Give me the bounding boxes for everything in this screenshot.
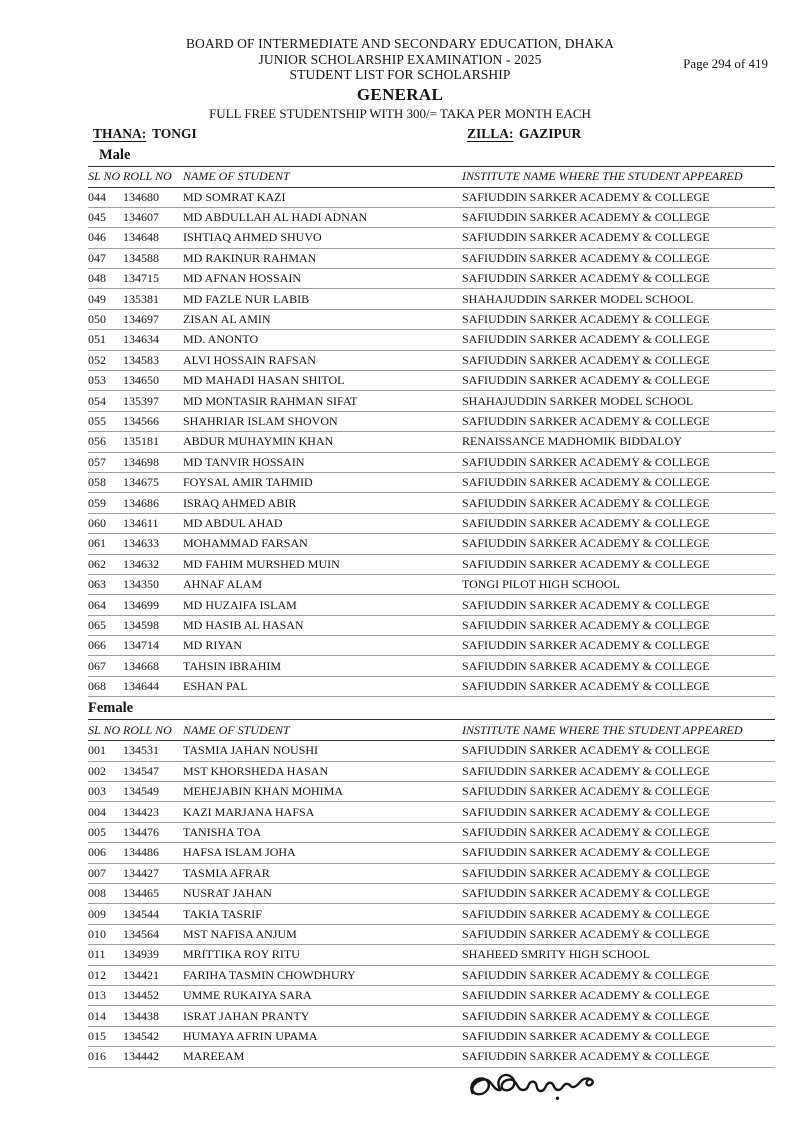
thana-label: THANA: [93,125,147,141]
table-row [88,741,775,761]
cell-student-name: ISHTIAQ AHMED SHUVO [183,230,322,245]
cell-student-name: MD FAHIM MURSHED MUIN [183,556,340,571]
cell-student-name: HUMAYA AFRIN UPAMA [183,1028,318,1043]
cell-institute-name: SAFIUDDIN SARKER ACADEMY & COLLEGE [462,763,710,778]
cell-sl-no: 002 [88,763,106,778]
cell-roll-no: 134442 [123,1049,159,1064]
cell-sl-no: 010 [88,926,106,941]
cell-student-name: SHAHRIAR ISLAM SHOVON [183,413,338,428]
cell-sl-no: 062 [88,556,106,571]
cell-student-name: ESHAN PAL [183,679,248,694]
cell-roll-no: 134714 [123,638,159,653]
cell-institute-name: SAFIUDDIN SARKER ACADEMY & COLLEGE [462,495,710,510]
cell-roll-no: 134675 [123,475,159,490]
cell-institute-name: SAFIUDDIN SARKER ACADEMY & COLLEGE [462,454,710,469]
cell-roll-no: 134686 [123,495,159,510]
cell-institute-name: SAFIUDDIN SARKER ACADEMY & COLLEGE [462,1008,710,1023]
column-header-roll-no: ROLL NO [123,169,172,183]
cell-sl-no: 056 [88,434,106,449]
table-row [88,595,775,615]
cell-student-name: MEHEJABIN KHAN MOHIMA [183,784,343,799]
table-row [88,843,775,863]
table-row [88,823,775,843]
cell-student-name: MD SOMRAT KAZI [183,189,286,204]
female-table-rows [88,741,775,1067]
cell-roll-no: 134697 [123,312,159,327]
cell-roll-no: 134939 [123,947,159,962]
cell-institute-name: SAFIUDDIN SARKER ACADEMY & COLLEGE [462,865,710,880]
cell-roll-no: 134644 [123,679,159,694]
cell-student-name: AHNAF ALAM [183,577,263,592]
table-row [88,228,775,248]
table-row [88,802,775,822]
cell-institute-name: SAFIUDDIN SARKER ACADEMY & COLLEGE [462,988,710,1003]
table-row [88,904,775,924]
cell-institute-name: SAFIUDDIN SARKER ACADEMY & COLLEGE [462,617,710,632]
cell-sl-no: 053 [88,373,106,388]
table-row [88,925,775,945]
cell-sl-no: 048 [88,271,106,286]
cell-student-name: MD HUZAIFA ISLAM [183,597,297,612]
cell-student-name: MD MONTASIR RAHMAN SIFAT [183,393,358,408]
cell-sl-no: 068 [88,679,106,694]
cell-student-name: MD. ANONTO [183,332,259,347]
cell-roll-no: 134598 [123,617,159,632]
cell-sl-no: 007 [88,865,106,880]
cell-institute-name: SAFIUDDIN SARKER ACADEMY & COLLEGE [462,210,710,225]
cell-sl-no: 051 [88,332,106,347]
exam-title: JUNIOR SCHOLARSHIP EXAMINATION - 2025 [258,51,542,67]
column-header-roll-no: ROLL NO [123,722,172,737]
section-male [0,147,800,698]
cell-roll-no: 134421 [123,967,159,982]
cell-sl-no: 047 [88,250,106,265]
cell-roll-no: 134564 [123,926,159,941]
cell-sl-no: 003 [88,784,106,799]
cell-institute-name: SHAHAJUDDIN SARKER MODEL SCHOOL [462,291,694,306]
cell-student-name: MAREEAM [183,1049,245,1064]
cell-institute-name: SAFIUDDIN SARKER ACADEMY & COLLEGE [462,352,710,367]
table-row [88,864,775,884]
cell-roll-no: 134423 [123,804,159,819]
cell-sl-no: 061 [88,536,106,551]
table-row [88,208,775,228]
cell-sl-no: 014 [88,1008,106,1023]
cell-sl-no: 046 [88,230,106,245]
cell-student-name: NUSRAT JAHAN [183,886,272,901]
cell-student-name: MD MAHADI HASAN SHITOL [183,373,345,388]
table-row [88,310,775,330]
cell-roll-no: 135181 [123,434,159,449]
cell-student-name: TASMIA JAHAN NOUSHI [183,743,319,758]
cell-institute-name: SAFIUDDIN SARKER ACADEMY & COLLEGE [462,743,710,758]
cell-student-name: ALVI HOSSAIN RAFSAN [183,352,316,367]
cell-sl-no: 054 [88,393,106,408]
cell-roll-no: 134547 [123,763,159,778]
table-row [88,412,775,432]
cell-student-name: TAHSIN IBRAHIM [183,658,282,673]
table-row [88,493,775,513]
cell-institute-name: SAFIUDDIN SARKER ACADEMY & COLLEGE [462,250,710,265]
female-table [88,719,775,1067]
cell-student-name: FARIHA TASMIN CHOWDHURY [183,967,356,982]
page-number: Page 294 of 419 [683,56,768,71]
cell-student-name: MD TANVIR HOSSAIN [183,454,305,469]
cell-roll-no: 134634 [123,332,159,347]
male-table [88,166,775,698]
cell-sl-no: 009 [88,906,106,921]
cell-roll-no: 134438 [123,1008,159,1023]
cell-institute-name: SAFIUDDIN SARKER ACADEMY & COLLEGE [462,312,710,327]
cell-institute-name: SAFIUDDIN SARKER ACADEMY & COLLEGE [462,784,710,799]
cell-student-name: HAFSA ISLAM JOHA [183,845,296,860]
cell-student-name: MOHAMMAD FARSAN [183,536,308,551]
cell-roll-no: 134427 [123,865,159,880]
cell-student-name: MD ABDULLAH AL HADI ADNAN [183,210,368,225]
cell-student-name: MD AFNAN HOSSAIN [183,271,302,286]
cell-institute-name: SAFIUDDIN SARKER ACADEMY & COLLEGE [462,658,710,673]
cell-student-name: MST KHORSHEDA HASAN [183,763,329,778]
cell-institute-name: SHAHEED SMRITY HIGH SCHOOL [462,947,650,962]
table-row [88,656,775,676]
board-title: BOARD OF INTERMEDIATE AND SECONDARY EDUCATION, DHAKA [185,36,615,51]
category-title: GENERAL [356,84,444,104]
cell-student-name: FOYSAL AMIR TAHMID [183,475,313,490]
cell-sl-no: 013 [88,988,106,1003]
cell-roll-no: 134680 [123,189,159,204]
cell-sl-no: 006 [88,845,106,860]
table-row [88,289,775,309]
cell-institute-name: TONGI PILOT HIGH SCHOOL [462,577,620,592]
cell-institute-name: SHAHAJUDDIN SARKER MODEL SCHOOL [462,393,694,408]
cell-sl-no: 044 [88,189,106,204]
cell-institute-name: SAFIUDDIN SARKER ACADEMY & COLLEGE [462,230,710,245]
cell-sl-no: 004 [88,804,106,819]
table-row [88,453,775,473]
cell-student-name: ISRAQ AHMED ABIR [183,495,297,510]
table-row [88,575,775,595]
cell-institute-name: SAFIUDDIN SARKER ACADEMY & COLLEGE [462,373,710,388]
table-row [88,330,775,350]
cell-sl-no: 045 [88,210,106,225]
signature [458,1066,603,1114]
cell-roll-no: 134549 [123,784,159,799]
cell-roll-no: 134476 [123,825,159,840]
cell-student-name: MD RIYAN [183,638,243,653]
cell-institute-name: SAFIUDDIN SARKER ACADEMY & COLLEGE [462,886,710,901]
cell-roll-no: 134531 [123,743,159,758]
cell-roll-no: 134588 [123,250,159,265]
cell-institute-name: SAFIUDDIN SARKER ACADEMY & COLLEGE [462,332,710,347]
cell-student-name: MD FAZLE NUR LABIB [183,291,310,306]
stipend-subtitle: FULL FREE STUDENTSHIP WITH 300/= TAKA PER MONTH EACH [209,105,591,121]
cell-roll-no: 134699 [123,597,159,612]
cell-institute-name: SAFIUDDIN SARKER ACADEMY & COLLEGE [462,271,710,286]
column-header-sl-no: SL NO [88,722,121,737]
column-header-sl-no: SL NO [88,169,121,183]
cell-roll-no: 134542 [123,1028,159,1043]
table-row [88,986,775,1006]
region-info [0,126,800,144]
section-heading-male: Male [99,146,131,163]
cell-sl-no: 059 [88,495,106,510]
column-header-institute: INSTITUTE NAME WHERE THE STUDENT APPEARED [462,722,743,737]
cell-roll-no: 134350 [123,577,159,592]
table-header [88,719,775,741]
cell-roll-no: 134668 [123,658,159,673]
thana-value: TONGI [152,125,197,141]
table-row [88,1047,775,1067]
cell-sl-no: 050 [88,312,106,327]
table-row [88,514,775,534]
list-title: STUDENT LIST FOR SCHOLARSHIP [289,67,511,82]
cell-student-name: MST NAFISA ANJUM [183,926,297,941]
cell-sl-no: 012 [88,967,106,982]
cell-institute-name: SAFIUDDIN SARKER ACADEMY & COLLEGE [462,597,710,612]
cell-institute-name: RENAISSANCE MADHOMIK BIDDALOY [462,434,683,449]
cell-student-name: TASMIA AFRAR [183,865,270,880]
cell-sl-no: 049 [88,291,106,306]
cell-institute-name: SAFIUDDIN SARKER ACADEMY & COLLEGE [462,475,710,490]
cell-student-name: TANISHA TOA [183,825,262,840]
cell-student-name: MRITTIKA ROY RITU [183,947,300,962]
cell-roll-no: 134583 [123,352,159,367]
table-row [88,677,775,697]
zilla-label: ZILLA: [467,125,514,141]
cell-student-name: UMME RUKAIYA SARA [183,988,312,1003]
table-row [88,1027,775,1047]
cell-institute-name: SAFIUDDIN SARKER ACADEMY & COLLEGE [462,845,710,860]
zilla-value: GAZIPUR [519,125,582,141]
cell-institute-name: SAFIUDDIN SARKER ACADEMY & COLLEGE [462,825,710,840]
table-row [88,616,775,636]
column-header-institute: INSTITUTE NAME WHERE THE STUDENT APPEARED [462,169,743,183]
column-header-student-name: NAME OF STUDENT [183,722,290,737]
table-row [88,555,775,575]
cell-institute-name: SAFIUDDIN SARKER ACADEMY & COLLEGE [462,413,710,428]
table-row [88,782,775,802]
cell-sl-no: 011 [88,947,106,962]
table-row [88,884,775,904]
cell-sl-no: 015 [88,1028,106,1043]
cell-roll-no: 135381 [123,291,159,306]
cell-roll-no: 134465 [123,886,159,901]
cell-student-name: ZISAN AL AMIN [183,312,271,327]
document-header [0,36,800,121]
signature-icon [458,1066,603,1114]
cell-roll-no: 134607 [123,210,159,225]
cell-sl-no: 066 [88,638,106,653]
cell-sl-no: 001 [88,743,106,758]
cell-student-name: MD HASIB AL HASAN [183,617,304,632]
column-header-student-name: NAME OF STUDENT [183,169,290,183]
table-row [88,269,775,289]
cell-roll-no: 134566 [123,413,159,428]
cell-roll-no: 134648 [123,230,159,245]
table-row [88,249,775,269]
male-table-rows [88,188,775,698]
cell-sl-no: 063 [88,577,106,592]
cell-roll-no: 134632 [123,556,159,571]
cell-roll-no: 134650 [123,373,159,388]
cell-sl-no: 060 [88,515,106,530]
table-row [88,371,775,391]
table-row [88,762,775,782]
cell-student-name: ABDUR MUHAYMIN KHAN [183,434,334,449]
cell-institute-name: SAFIUDDIN SARKER ACADEMY & COLLEGE [462,967,710,982]
cell-roll-no: 135397 [123,393,159,408]
table-row [88,1006,775,1026]
cell-sl-no: 055 [88,413,106,428]
cell-institute-name: SAFIUDDIN SARKER ACADEMY & COLLEGE [462,679,710,694]
cell-sl-no: 065 [88,617,106,632]
table-row [88,473,775,493]
cell-sl-no: 057 [88,454,106,469]
cell-institute-name: SAFIUDDIN SARKER ACADEMY & COLLEGE [462,638,710,653]
cell-institute-name: SAFIUDDIN SARKER ACADEMY & COLLEGE [462,906,710,921]
section-female [0,700,800,1067]
table-row [88,391,775,411]
table-row [88,188,775,208]
table-row [88,351,775,371]
cell-roll-no: 134633 [123,536,159,551]
cell-student-name: MD ABDUL AHAD [183,515,283,530]
cell-institute-name: SAFIUDDIN SARKER ACADEMY & COLLEGE [462,804,710,819]
section-heading-female: Female [88,700,134,717]
cell-sl-no: 058 [88,475,106,490]
cell-institute-name: SAFIUDDIN SARKER ACADEMY & COLLEGE [462,926,710,941]
cell-roll-no: 134486 [123,845,159,860]
cell-student-name: TAKIA TASRIF [183,906,262,921]
cell-sl-no: 008 [88,886,106,901]
table-row [88,945,775,965]
cell-institute-name: SAFIUDDIN SARKER ACADEMY & COLLEGE [462,536,710,551]
cell-student-name: MD RAKINUR RAHMAN [183,250,317,265]
table-row [88,966,775,986]
cell-roll-no: 134544 [123,906,159,921]
cell-institute-name: SAFIUDDIN SARKER ACADEMY & COLLEGE [462,515,710,530]
table-row [88,432,775,452]
cell-student-name: ISRAT JAHAN PRANTY [183,1008,310,1023]
cell-institute-name: SAFIUDDIN SARKER ACADEMY & COLLEGE [462,189,710,204]
table-header [88,166,775,188]
cell-roll-no: 134452 [123,988,159,1003]
cell-roll-no: 134698 [123,454,159,469]
table-row [88,534,775,554]
cell-sl-no: 016 [88,1049,106,1064]
cell-student-name: KAZI MARJANA HAFSA [183,804,315,819]
cell-sl-no: 064 [88,597,106,612]
cell-institute-name: SAFIUDDIN SARKER ACADEMY & COLLEGE [462,1028,710,1043]
cell-roll-no: 134611 [123,515,159,530]
cell-sl-no: 005 [88,825,106,840]
cell-sl-no: 052 [88,352,106,367]
cell-institute-name: SAFIUDDIN SARKER ACADEMY & COLLEGE [462,1049,710,1064]
table-row [88,636,775,656]
cell-institute-name: SAFIUDDIN SARKER ACADEMY & COLLEGE [462,556,710,571]
cell-roll-no: 134715 [123,271,159,286]
cell-sl-no: 067 [88,658,106,673]
